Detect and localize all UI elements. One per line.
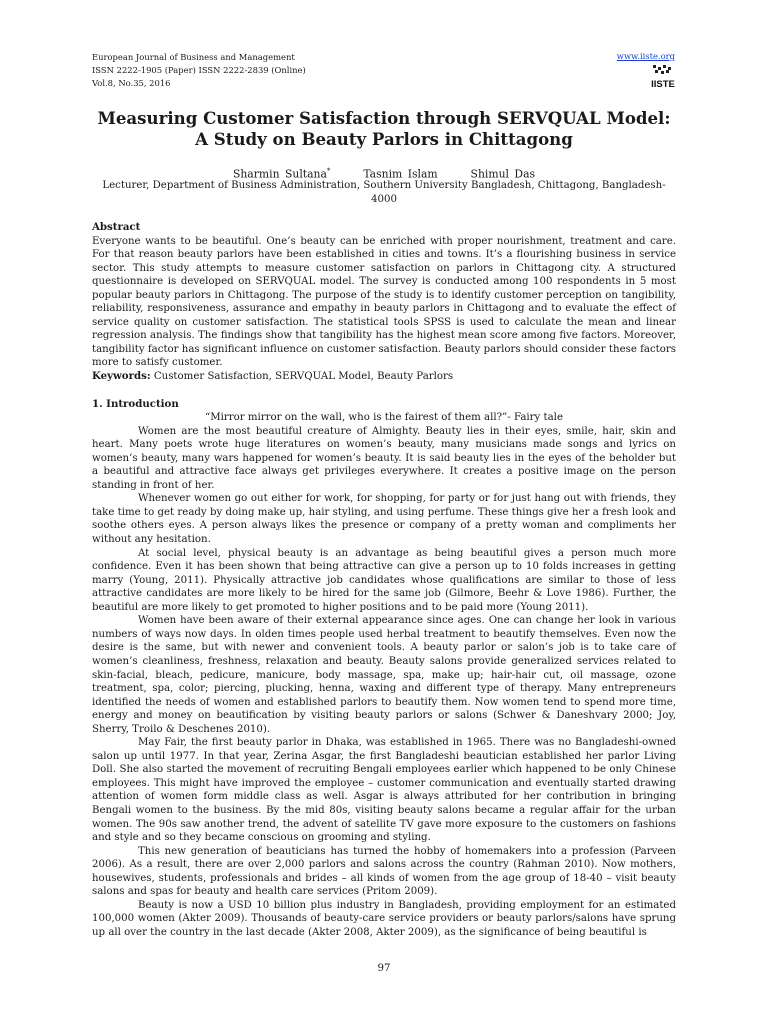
paper-title — [92, 108, 676, 150]
journal-volume: Vol.8, No.35, 2016 — [92, 78, 171, 88]
keywords — [92, 370, 676, 384]
page-number: 97 — [377, 963, 391, 974]
intro-paragraph: This new generation of beauticians has turned the hobby of homemakers into a profession (Parveen 2006). As a result, there are over 2,000 parlors and salons across the country (Rahman 2010). Now mothers, housewives, students, professionals and brides – all kinds of women from the age group of 18-40 – visit beauty salons and spas for beauty and health care services (Pritom 2009). — [92, 845, 676, 898]
introduction-heading: 1. Introduction — [92, 397, 179, 410]
journal-issn: ISSN 2222-1905 (Paper) ISSN 2222-2839 (Online) — [92, 65, 306, 75]
author-3: Shimul Das — [470, 167, 536, 181]
intro-paragraph: Beauty is now a USD 10 billion plus industry in Bangladesh, providing employment for an estimated 100,000 women (Akter 2009). Thousands of beauty-care service providers or beauty parlors/salons have sprung up all over the country in the last decade (Akter 2008, Akter 2009), as the significance of being beautiful is — [92, 899, 676, 938]
intro-paragraph: May Fair, the first beauty parlor in Dhaka, was established in 1965. There was no Bangladeshi-owned salon up until 1977. In that year, Zerina Asgar, the first Bangladeshi beautician established her parlor Living Doll. She also started the movement of recruiting Bengali employees earlier which happened to be only Chinese employees. This might have improved the employee – customer communication and eventually started drawing attention of women form middle class as well. Asgar is always attributed for her contribution in bringing Bengali women to the business. By the mid 80s, visiting beauty salons became a regular affair for the urban women. The 90s saw another trend, the advent of satellite TV gave more exposure to the customers on fashions and style and so they became conscious on grooming and styling. — [92, 737, 676, 844]
keywords-text: Customer Satisfaction, SERVQUAL Model, Beauty Parlors — [153, 371, 454, 383]
journal-name: European Journal of Business and Management — [92, 52, 295, 62]
keywords-label: Keywords: — [92, 370, 151, 383]
paper-body — [92, 221, 676, 939]
logo-text: IISTE — [651, 79, 675, 90]
journal-header — [92, 51, 306, 90]
intro-paragraph: Women have been aware of their external appearance since ages. One can change her look in various numbers of ways now days. In olden times people used herbal treatment to beautify themselves. Even now the desire is the same, but with newer and convenient tools. A beauty parlor or salon’s job is to take care of women’s cleanliness, freshness, relaxation and beauty. Beauty salons provide generalized services related to skin-facial, bleach, pedicure, manicure, body massage, spa, make up; hair-hair cut, oil massage, ozone treatment, spa, color; piercing, plucking, henna, waxing and different type of therapy. Many entrepreneurs identified the needs of women and established parlors to beautify them. Now women tend to spend more time, energy and money on beautification by visiting beauty parlors or salons (Schwer & Daneshvary 2000; Joy, Sherry, Troilo & Deschenes 2010). — [92, 615, 676, 735]
intro-paragraph: At social level, physical beauty is an advantage as being beautiful gives a person much more confidence. Even it has been shown that being attractive can give a person up to 10 folds increases in getting marry (Young, 2011). Physically attractive job candidates whose qualifications are similar to those of less attractive candidates are more likely to be hired for the same job (Gilmore, Beehr & Love 1986). Further, the beautiful are more likely to get promoted to higher positions and to be paid more (Young 2011). — [92, 547, 676, 613]
abstract-heading: Abstract — [92, 221, 141, 233]
author-2: Tasnim Islam — [363, 167, 438, 181]
abstract-text: Everyone wants to be beautiful. One’s beauty can be enriched with proper nourishment, treatment and care. For that reason beauty parlors have been established in cities and towns. It’s a flourishing business in service sector. This study attempts to measure customer satisfaction on parlors in Chittagong city. A structured questionnaire is developed on SERVQUAL model. The survey is conducted among 100 respondents in 5 most popular beauty parlors in Chittagong. The purpose of the study is to identify customer perception on tangibility, reliability, responsiveness, assurance and empathy in beauty parlors in Chittagong and to evaluate the effect of service quality on customer satisfaction. The statistical tools SPSS is used to calculate the mean and linear regression analysis. The findings show that tangibility has the highest mean score among five factors. Moreover, tangibility factor has significant influence on customer satisfaction. Beauty parlors should consider these factors more to satisfy customer. — [92, 235, 676, 369]
intro-paragraph: Women are the most beautiful creature of Almighty. Beauty lies in their eyes, smile, hair, skin and heart. Many poets wrote huge literatures on women’s beauty, many musicians made songs and lyrics on women’s beauty, many wars happened for women’s beauty. It is said beauty lies in the eyes of the beholder but a beautiful and attractive face always get privileges everywhere. It creates a positive image on the person standing in front of her. — [92, 425, 676, 491]
title-line-2: A Study on Beauty Parlors in Chittagong — [195, 129, 573, 149]
corresponding-author-mark: * — [326, 167, 331, 175]
intro-paragraph: Whenever women go out either for work, for shopping, for party or for just hang out with friends, they take time to get ready by doing make up, hair styling, and using perfume. These things give her a fresh look and soothe others eyes. A person always likes the presence or company of a pretty woman and compliments her without any hesitation. — [92, 493, 676, 546]
author-1: Sharmin Sultana — [232, 167, 327, 181]
epigraph-quote: “Mirror mirror on the wall, who is the fairest of them all?”- Fairy tale — [205, 412, 563, 424]
iiste-logo-icon — [651, 64, 675, 90]
affiliation: Lecturer, Department of Business Administration, Southern University Bangladesh, Chittagong, Bangladesh-4000 — [102, 180, 666, 205]
title-line-1: Measuring Customer Satisfaction through SERVQUAL Model: — [97, 108, 671, 128]
journal-website-link[interactable]: www.iiste.org — [616, 51, 675, 61]
